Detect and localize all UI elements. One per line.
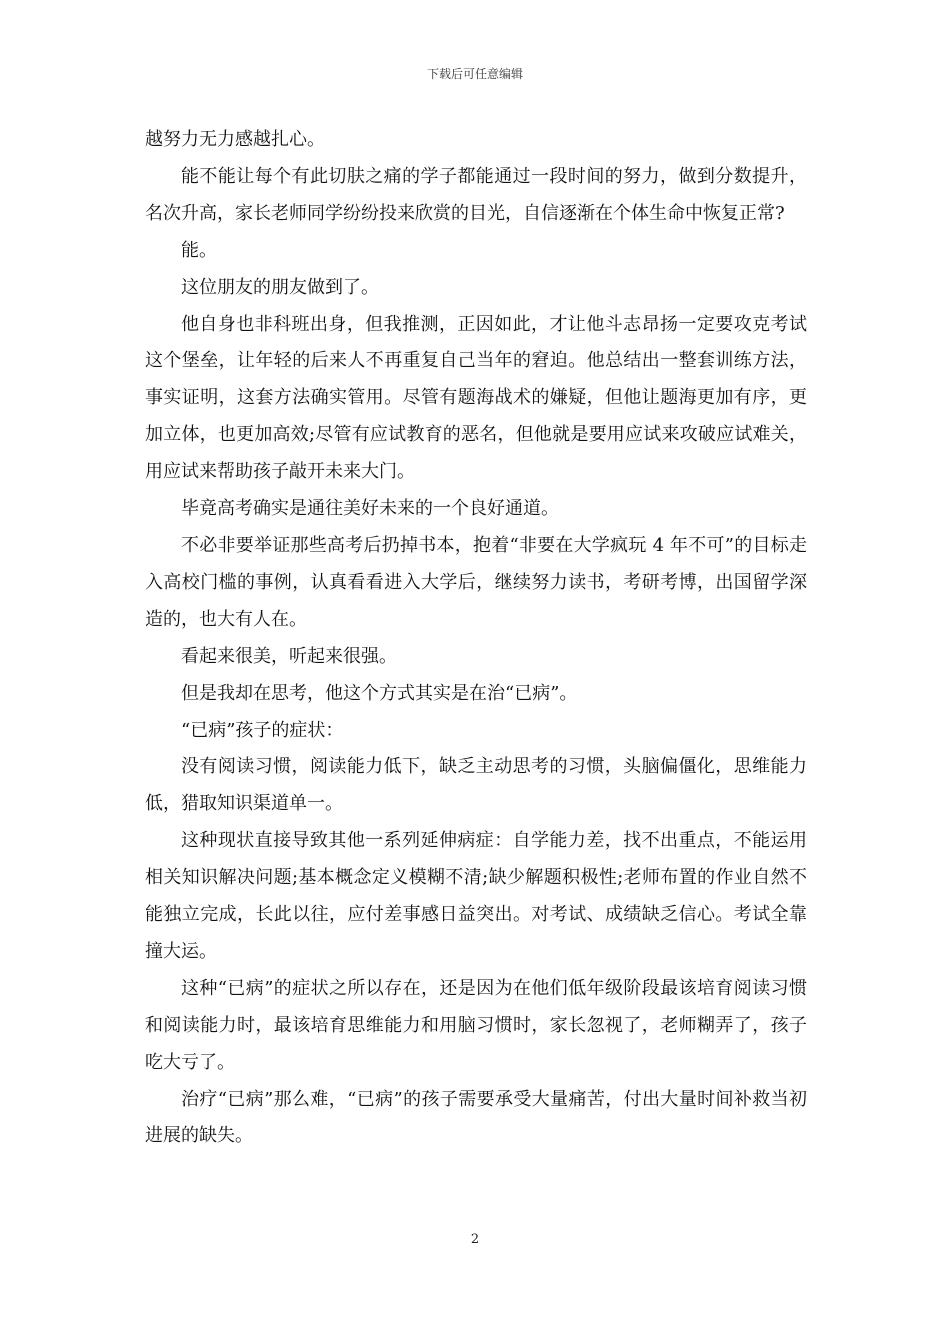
paragraph: “已病”孩子的症状： (181, 719, 344, 741)
document-body (145, 122, 807, 1155)
paragraph: 能不能让每个有此切肤之痛的学子都能通过一段时间的努力，做到分数提升，名次升高，家长老师同学纷纷投来欣赏的目光，自信逐渐在个体生命中恢复正常? (145, 165, 807, 224)
paragraph: 这位朋友的朋友做到了。 (181, 276, 379, 298)
paragraph: 看起来很美，听起来很强。 (181, 645, 397, 667)
paragraph: 没有阅读习惯，阅读能力低下，缺乏主动思考的习惯，头脑偏僵化，思维能力低，猎取知识渠道单一。 (145, 756, 807, 815)
paragraph: 不必非要举证那些高考后扔掉书本，抱着“非要在大学疯玩 4 年不可”的目标走入高校门槛的事例，认真看看进入大学后，继续努力读书，考研考博，出国留学深造的，也大有人在。 (145, 534, 807, 630)
paragraph: 这种现状直接导致其他一系列延伸病症：自学能力差，找不出重点，不能运用相关知识解决问题;基本概念定义模糊不清;缺少解题积极性;老师布置的作业自然不能独立完成，长此以往，应付差事感日益突出。对考试、成绩缺乏信心。考试全靠撞大运。 (145, 830, 807, 962)
page-number: 2 (470, 1232, 480, 1247)
page-header: 下载后可任意编辑 (426, 67, 523, 81)
paragraph: 治疗“已病”那么难，“已病”的孩子需要承受大量痛苦，付出大量时间补救当初进展的缺失。 (145, 1088, 807, 1147)
paragraph: 他自身也非科班出身，但我推测，正因如此，才让他斗志昂扬一定要攻克考试这个堡垒，让年轻的后来人不再重复自己当年的窘迫。他总结出一整套训练方法，事实证明，这套方法确实管用。尽管有题海战术的嫌疑，但他让题海更加有序，更加立体，也更加高效;尽管有应试教育的恶名，但他就是要用应试来攻破应试难关，用应试来帮助孩子敲开未来大门。 (145, 313, 807, 483)
paragraph: 越努力无力感越扎心。 (145, 129, 325, 150)
paragraph: 毕竟高考确实是通往美好未来的一个良好通道。 (181, 498, 559, 520)
paragraph: 能。 (181, 239, 217, 261)
paragraph: 这种“已病”的症状之所以存在，还是因为在他们低年级阶段最该培育阅读习惯和阅读能力时，最该培育思维能力和用脑习惯时，家长忽视了，老师糊弄了，孩子吃大亏了。 (145, 977, 807, 1073)
paragraph: 但是我却在思考，他这个方式其实是在治“已病”。 (181, 682, 578, 704)
